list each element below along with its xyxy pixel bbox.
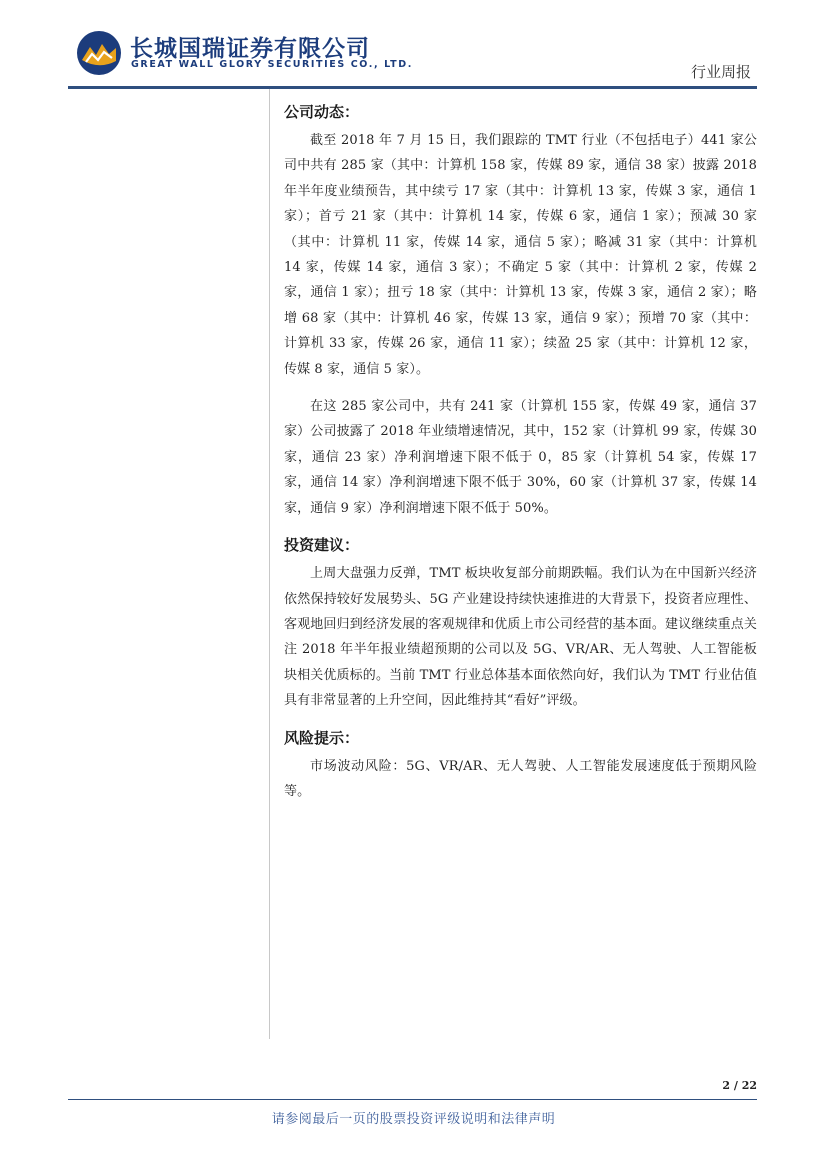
section-investment-advice <box>284 533 757 713</box>
page-header <box>0 0 827 95</box>
company-name-en: GREAT WALL GLORY SECURITIES CO., LTD. <box>131 59 413 70</box>
paragraph: 市场波动风险：5G、VR/AR、无人驾驶、人工智能发展速度低于预期风险等。 <box>284 758 757 799</box>
report-body <box>284 100 757 816</box>
section-company-news <box>284 100 757 521</box>
section-title: 风险提示： <box>284 728 360 747</box>
section-title: 公司动态： <box>284 103 360 121</box>
paragraph: 在这 285 家公司中，共有 241 家（计算机 155 家，传媒 49 家，通信 37 家）公司披露了 2018 年业绩增速情况，其中，152 家（计算机 99 家，传媒 30 家，通信 23 家）净利润增速下限不低于 0，85 家（计算机 54 家，传媒 17 家，通信 14 家）净利润增速下限不低于 30%，60 家（计算机 37 家，传媒 14 家，通信 9 家）净利润增速下限不低于 50%。 <box>284 399 757 516</box>
footer-divider <box>68 1099 757 1100</box>
paragraph: 截至 2018 年 7 月 15 日，我们跟踪的 TMT 行业（不包括电子）441 家公司中共有 285 家（其中：计算机 158 家，传媒 89 家，通信 38 家）披露 2018 年半年度业绩预告，其中续亏 17 家（其中：计算机 13 家，传媒 3 家，通信 1 家）；首亏 21 家（其中：计算机 14 家，传媒 6 家，通信 1 家）；预减 30 家（其中：计算机 11 家，传媒 14 家，通信 5 家）；略减 31 家（其中：计算机 14 家，传媒 14 家，通信 3 家）；不确定 5 家（其中：计算机 2 家，传媒 2 家，通信 1 家）；扭亏 18 家（其中：计算机 13 家，传媒 3 家，通信 2 家）；略增 68 家（其中：计算机 46 家，传媒 13 家，通信 9 家）；预增 70 家（其中：计算机 33 家，传媒 26 家，通信 11 家）；续盈 25 家（其中：计算机 12 家，传媒 8 家，通信 5 家）。 <box>284 133 757 377</box>
report-type-label: 行业周报 <box>690 63 751 81</box>
sidebar-divider <box>269 89 270 1039</box>
gw-logo-icon <box>76 30 122 76</box>
section-title: 投资建议： <box>284 536 360 555</box>
paragraph: 上周大盘强力反弹，TMT 板块收复部分前期跌幅。我们认为在中国新兴经济依然保持较好发展势头、5G 产业建设持续快速推进的大背景下，投资者应理性、客观地回归到经济发展的客观规律和优质上市公司经营的基本面。建议继续重点关注 2018 年半年报业绩超预期的公司以及 5G、VR/AR、无人驾驶、人工智能板块相关优质标的。当前 TMT 行业总体基本面依然向好，我们认为 TMT 行业估值具有非常显著的上升空间，因此维持其“看好”评级。 <box>284 566 757 709</box>
section-risk-warning <box>284 726 757 805</box>
company-name-cn: 长城国瑞证券有限公司 <box>130 36 370 62</box>
page-number: 2 / 22 <box>722 1079 757 1092</box>
footer-disclaimer: 请参阅最后一页的股票投资评级说明和法律声明 <box>271 1112 556 1127</box>
header-divider <box>68 86 757 89</box>
